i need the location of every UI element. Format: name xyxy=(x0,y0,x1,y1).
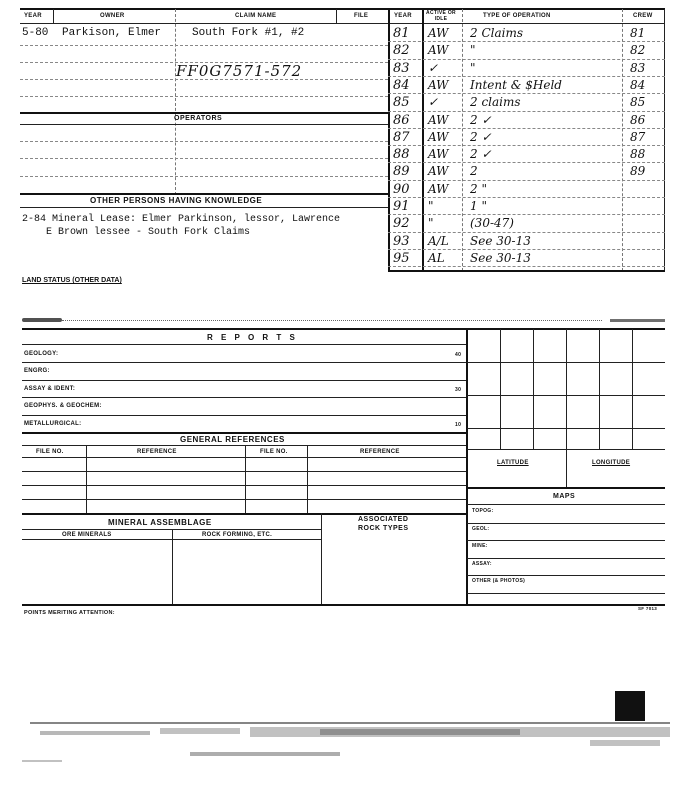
activity-operation: 2 claims xyxy=(470,95,521,110)
map-row-label: MINE: xyxy=(472,543,488,549)
activity-operation: 2 ✓ xyxy=(470,147,492,162)
other-persons-line-1: 2-84 Mineral Lease: Elmer Parkinson, lessor, Lawrence xyxy=(22,214,341,225)
header-year: YEAR xyxy=(24,13,42,19)
ref-col-reference-1: REFERENCE xyxy=(137,449,177,455)
longitude-label: LONGITUDE xyxy=(592,460,631,466)
activity-row-divider xyxy=(388,180,665,181)
activity-operation: See 30-13 xyxy=(470,250,531,265)
activity-year: 85 xyxy=(393,95,410,111)
report-number: 40 xyxy=(455,352,462,358)
report-label: GEOLOGY: xyxy=(24,351,59,357)
report-row-divider xyxy=(22,397,466,398)
activity-crew: 85 xyxy=(630,95,646,110)
mineral-assemblage-title: MINERAL ASSEMBLAGE xyxy=(108,518,212,527)
activity-status: AW xyxy=(428,181,449,196)
activity-year: 88 xyxy=(393,147,410,163)
map-row-divider xyxy=(467,540,665,541)
activity-status: " xyxy=(428,216,434,231)
header-year-2: YEAR xyxy=(394,13,412,19)
rock-types-label: ROCK TYPES xyxy=(358,525,409,532)
activity-crew: 88 xyxy=(630,147,646,162)
activity-row-divider xyxy=(388,266,665,267)
activity-status: AL xyxy=(428,250,445,265)
report-number: 10 xyxy=(455,421,462,428)
activity-crew: 83 xyxy=(630,60,646,75)
report-row-divider xyxy=(22,362,466,363)
maps-title: MAPS xyxy=(553,493,576,500)
activity-row-divider xyxy=(388,128,665,129)
activity-year: 89 xyxy=(393,164,410,180)
activity-status: AW xyxy=(428,77,449,92)
activity-row-divider xyxy=(388,59,665,60)
ref-col-file-no-2: FILE NO. xyxy=(260,449,288,455)
activity-operation: 2 xyxy=(470,164,478,179)
header-type-of-operation: TYPE OF OPERATION xyxy=(483,13,551,19)
ref-col-reference-2: REFERENCE xyxy=(360,449,400,455)
activity-crew: 81 xyxy=(630,26,646,40)
activity-status: AW xyxy=(428,26,449,40)
activity-row-divider xyxy=(388,93,665,94)
form-code: SF 7013 xyxy=(638,606,658,611)
report-label: METALLURGICAL: xyxy=(24,420,82,427)
activity-status: " xyxy=(428,199,434,213)
handwritten-file-number: FF0G7571-572 xyxy=(176,62,303,80)
reports-title: R E P O R T S xyxy=(207,333,298,342)
activity-operation: Intent & $Held xyxy=(470,77,562,92)
activity-status: AW xyxy=(428,43,449,58)
activity-crew: 89 xyxy=(630,164,646,179)
activity-row-divider xyxy=(388,162,665,163)
activity-status: AW xyxy=(428,147,449,162)
activity-row-divider xyxy=(388,41,665,42)
activity-row-divider xyxy=(388,197,665,198)
report-number: 30 xyxy=(455,386,462,393)
activity-row-divider xyxy=(388,111,665,112)
activity-row-divider xyxy=(388,232,665,233)
report-label: ASSAY & IDENT: xyxy=(24,385,76,392)
activity-year: 93 xyxy=(393,233,410,249)
general-references-title: GENERAL REFERENCES xyxy=(180,435,285,444)
activity-status: A/L xyxy=(428,233,449,248)
map-row-divider xyxy=(467,523,665,524)
map-row-divider xyxy=(467,558,665,559)
activity-year: 91 xyxy=(393,199,410,214)
header-claim-name: CLAIM NAME xyxy=(235,13,277,19)
activity-status: AW xyxy=(428,129,449,144)
activity-crew: 82 xyxy=(630,43,646,58)
associated-label: ASSOCIATED xyxy=(358,516,409,523)
map-row-label: TOPOG: xyxy=(472,508,494,514)
report-row-divider xyxy=(22,415,466,416)
activity-operation: See 30-13 xyxy=(470,233,531,248)
map-row-label: OTHER (& PHOTOS) xyxy=(472,578,526,584)
report-label: ENGRG: xyxy=(24,368,50,375)
activity-status: AW xyxy=(428,112,449,127)
map-row-label: ASSAY: xyxy=(472,560,492,567)
activity-year: 83 xyxy=(393,60,410,76)
claim-year: 5-80 xyxy=(22,27,49,39)
activity-status: ✓ xyxy=(428,95,439,110)
activity-row-divider xyxy=(388,145,665,146)
activity-row-divider xyxy=(388,249,665,250)
operators-label: OPERATORS xyxy=(174,115,223,122)
map-row-divider xyxy=(467,593,665,594)
other-persons-label: OTHER PERSONS HAVING KNOWLEDGE xyxy=(90,196,263,205)
other-persons-line-2: E Brown lessee - South Fork Claims xyxy=(46,227,251,238)
report-label: GEOPHYS. & GEOCHEM: xyxy=(24,403,102,410)
activity-operation: 2 " xyxy=(470,181,487,196)
activity-operation: (30-47) xyxy=(470,216,514,231)
land-status-label: LAND STATUS (OTHER DATA) xyxy=(22,277,122,284)
activity-operation: 2 Claims xyxy=(470,26,523,40)
header-active-idle: ACTIVE OR IDLE xyxy=(426,10,456,22)
activity-year: 81 xyxy=(393,26,410,41)
activity-operation: " xyxy=(470,43,476,58)
activity-year: 84 xyxy=(393,77,410,93)
activity-crew: 87 xyxy=(630,129,646,144)
activity-year: 95 xyxy=(393,250,410,266)
report-row-divider xyxy=(22,380,466,381)
activity-year: 87 xyxy=(393,129,410,145)
header-owner: OWNER xyxy=(100,13,125,19)
activity-crew: 84 xyxy=(630,77,646,92)
activity-operation: 2 ✓ xyxy=(470,112,492,127)
activity-operation: " xyxy=(470,60,476,75)
activity-year: 86 xyxy=(393,112,410,128)
activity-status: AW xyxy=(428,164,449,179)
activity-crew: 86 xyxy=(630,112,646,127)
scan-artifact xyxy=(22,318,62,322)
claim-owner: Parkison, Elmer xyxy=(62,27,162,39)
activity-status: ✓ xyxy=(428,60,439,75)
activity-operation: 1 " xyxy=(470,199,487,213)
activity-operation: 2 ✓ xyxy=(470,129,492,144)
activity-row-divider xyxy=(388,76,665,77)
latitude-label: LATITUDE xyxy=(497,460,529,466)
activity-year: 90 xyxy=(393,181,410,197)
activity-year: 92 xyxy=(393,216,410,232)
header-file: FILE xyxy=(354,13,369,19)
activity-year: 82 xyxy=(393,43,410,59)
rock-forming-label: ROCK FORMING, ETC. xyxy=(202,532,273,538)
ore-minerals-label: ORE MINERALS xyxy=(62,532,112,538)
points-meriting-attention-label: POINTS MERITING ATTENTION: xyxy=(24,610,115,616)
header-crew: CREW xyxy=(633,13,653,19)
claim-name: South Fork #1, #2 xyxy=(192,27,305,39)
activity-row-divider xyxy=(388,214,665,215)
map-row-label: GEOL: xyxy=(472,525,490,532)
map-row-divider xyxy=(467,575,665,576)
ref-col-file-no-1: FILE NO. xyxy=(36,449,64,455)
